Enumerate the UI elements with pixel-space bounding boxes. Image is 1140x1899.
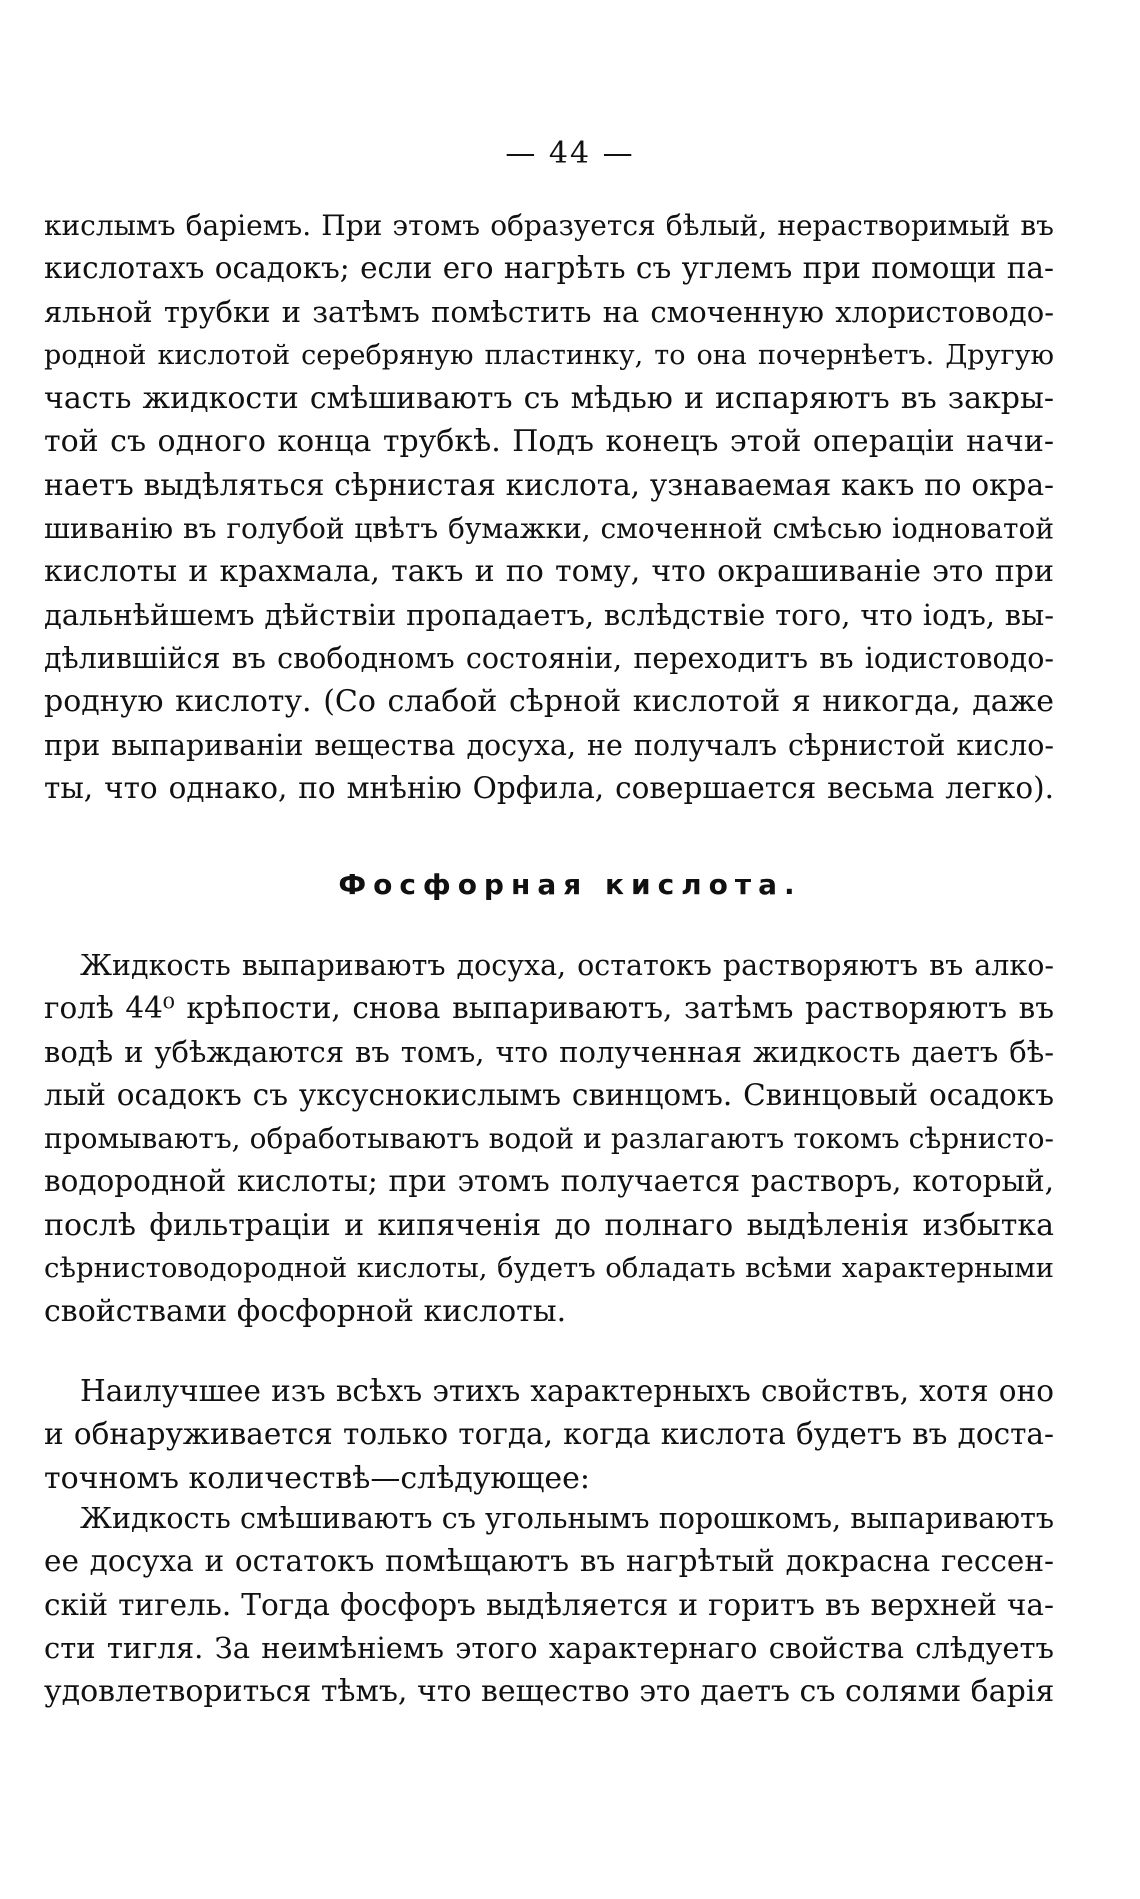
text-line: Жидкость выпариваютъ досуха, остатокъ растворяютъ въ алко- <box>80 949 1054 982</box>
text-line: дѣлившійся въ свободномъ состояніи, переходитъ въ іодистоводо- <box>44 641 1054 675</box>
text-line: промываютъ, обработываютъ водой и разлагаютъ токомъ сѣрнисто- <box>44 1122 1054 1156</box>
text-line: шиванію въ голубой цвѣтъ бумажки, смоченной смѣсью іодноватой <box>44 512 1054 546</box>
text-line: сѣрнистоводородной кислоты, будетъ обладать всѣми характерными <box>44 1252 1054 1285</box>
text-line: Жидкость смѣшиваютъ съ угольнымъ порошкомъ, выпариваютъ <box>80 1502 1054 1535</box>
text-line: скій тигель. Тогда фосфоръ выдѣляется и горитъ въ верхней ча- <box>44 1587 1054 1622</box>
text-line: кислотахъ осадокъ; если его нагрѣть съ углемъ при помощи па- <box>44 251 1054 286</box>
paragraph-crucible-test <box>44 1497 1054 1713</box>
text-line: той съ одного конца трубкѣ. Подъ конецъ этой операціи начи- <box>44 424 1054 460</box>
text-line: Наилучшее изъ всѣхъ этихъ характерныхъ свойствъ, хотя оно <box>80 1374 1054 1408</box>
text-line: родную кислоту. (Со слабой сѣрной кислотой я никогда, даже <box>44 684 1054 720</box>
text-line: свойствами фосфорной кислоты. <box>44 1294 567 1330</box>
text-line: наетъ выдѣляться сѣрнистая кислота, узнаваемая какъ по окра- <box>44 467 1054 502</box>
text-line: ты, что однако, по мнѣнію Орфила, совершается весьма легко). <box>44 770 1054 805</box>
paragraph-best-property <box>44 1370 1054 1500</box>
page-number: — 44 — <box>505 136 635 171</box>
section-heading: Фосфорная кислота. <box>338 868 802 901</box>
text-line: сти тигля. За неимѣніемъ этого характернаго свойства слѣдуетъ <box>44 1630 1054 1665</box>
text-line: кислоты и крахмала, такъ и по тому, что окрашиваніе это при <box>44 554 1054 590</box>
text-line: лый осадокъ съ уксуснокислымъ свинцомъ. Свинцовый осадокъ <box>44 1077 1054 1112</box>
text-line: кислымъ баріемъ. При этомъ образуется бѣлый, нерастворимый въ <box>44 209 1054 242</box>
text-line: послѣ фильтраціи и кипяченія до полнаго выдѣленія избытка <box>44 1207 1054 1243</box>
text-line: водородной кислоты; при этомъ получается растворъ, который, <box>44 1164 1054 1199</box>
text-line: ее досуха и остатокъ помѣщаютъ въ нагрѣтый докрасна гессен- <box>44 1544 1054 1579</box>
text-line: удовлетвориться тѣмъ, что вещество это даетъ съ солями барія <box>44 1674 1055 1710</box>
text-line: и обнаруживается только тогда, когда кислота будетъ въ доста- <box>44 1417 1054 1452</box>
text-line: водѣ и убѣждаются въ томъ, что полученная жидкость даетъ бѣ- <box>44 1034 1054 1069</box>
text-line: родной кислотой серебряную пластинку, то она почернѣетъ. Другую <box>44 339 1054 371</box>
paragraph-sulfuric-acid-end <box>44 204 1054 810</box>
text-line: часть жидкости смѣшиваютъ съ мѣдью и испаряютъ въ закры- <box>44 381 1054 417</box>
text-line: дальнѣйшемъ дѣйствіи пропадаетъ, вслѣдствіе того, что іодъ, вы- <box>44 597 1054 632</box>
text-line: голѣ 44⁰ крѣпости, снова выпариваютъ, затѣмъ растворяютъ въ <box>44 991 1054 1026</box>
text-line: точномъ количествѣ—слѣдующее: <box>44 1460 591 1496</box>
paragraph-phosphoric-acid-method <box>44 944 1054 1334</box>
text-line: при выпариваніи вещества досуха, не получалъ сѣрнистой кисло- <box>44 728 1054 762</box>
text-line: яльной трубки и затѣмъ помѣстить на смоченную хлористоводо- <box>44 294 1054 329</box>
